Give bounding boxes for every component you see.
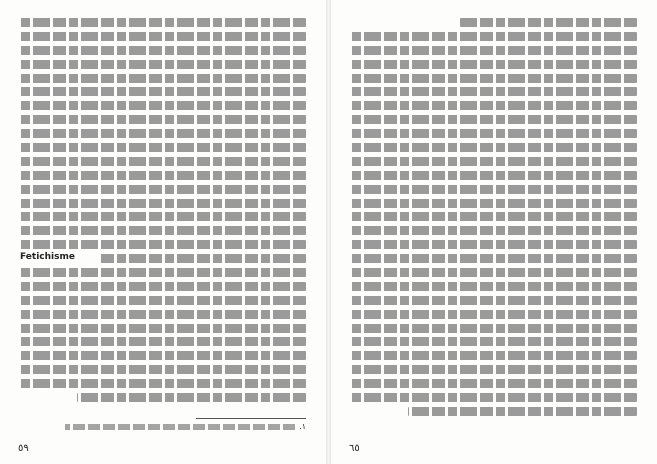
text-line [20,115,306,124]
text-line [351,282,637,291]
text-line [351,226,637,235]
text-line [351,268,637,277]
text-line [351,310,637,319]
text-line [351,393,637,402]
text-line [351,185,637,194]
text-line [351,157,637,166]
text-line [351,32,637,41]
text-line [351,351,637,360]
text-line [77,393,306,402]
page-number: ٥٩ [18,443,29,454]
text-line [20,199,306,208]
text-line [351,143,637,152]
text-line [20,226,306,235]
text-line [351,60,637,69]
text-line [20,351,306,360]
text-line [20,32,306,41]
text-line [351,296,637,305]
text-line [20,240,306,249]
text-line [20,324,306,333]
text-line [20,74,306,83]
right-page [331,0,657,464]
left-page-body [20,18,306,407]
text-line [20,379,306,388]
footnote-text-line [65,424,295,430]
text-line [351,324,637,333]
text-line [351,337,637,346]
text-line [351,46,637,55]
text-line [20,129,306,138]
text-line [20,157,306,166]
text-line [20,60,306,69]
text-line [351,129,637,138]
text-line [408,407,637,416]
left-page [0,0,326,464]
text-line [460,18,637,27]
page-number: ٦٥ [349,443,360,454]
text-line [20,337,306,346]
text-line [351,87,637,96]
text-line [20,212,306,221]
text-line [351,212,637,221]
text-line [351,379,637,388]
text-line [20,365,306,374]
text-line [351,240,637,249]
text-line [20,171,306,180]
text-line [20,185,306,194]
footnote-marker: ۱. [299,422,306,431]
text-line [351,365,637,374]
book-gutter [326,0,331,464]
text-line [20,18,306,27]
text-line [20,310,306,319]
text-line [20,282,306,291]
text-line [20,87,306,96]
text-line [351,171,637,180]
text-line [20,101,306,110]
text-line [351,74,637,83]
footnote-rule [196,418,306,419]
text-line [351,101,637,110]
text-line [20,143,306,152]
latin-term: Fetichisme [20,252,75,262]
text-line [20,46,306,55]
text-line [100,254,306,263]
right-page-body [351,18,637,421]
text-line [20,268,306,277]
text-line [351,199,637,208]
text-line [351,254,637,263]
text-line [20,296,306,305]
footnote [56,423,306,431]
text-line [351,115,637,124]
